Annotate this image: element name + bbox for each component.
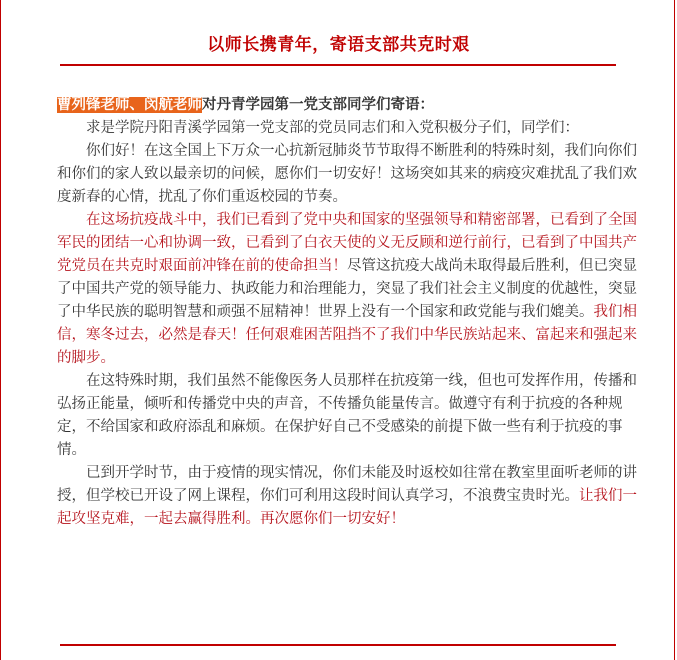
title-divider <box>60 64 616 66</box>
paragraph-special-period: 在这特殊时期，我们虽然不能像医务人员那样在抗疫第一线，但也可发挥作用，传播和弘扬正能量，倾听和传播党中央的声音，不传播负能量传言。做遵守有利于抗疫的各种规定，不给国家和政府添乱和麻烦。在保护好自己不受感染的前提下做一些有利于抗疫的事情。 <box>57 373 637 458</box>
salutation-text: 对丹青学园第一党支部同学们寄语： <box>202 97 434 113</box>
salutation <box>57 94 649 117</box>
paragraph-greeting: 你们好！在这全国上下万众一心抗新冠肺炎节节取得不断胜利的特殊时刻，我们向你们和你们的家人致以最亲切的问候，愿你们一切安好！这场突如其来的病疫灾难扰乱了我们欢度新春的心情，扰乱了你们重返校园的节奏。 <box>57 143 637 205</box>
article-title: 以师长携青年，寄语支部共克时艰 <box>207 35 470 55</box>
article-body <box>57 94 649 531</box>
teacher-names-highlight: 曹列锋老师、闵航老师 <box>57 97 202 113</box>
paragraph-school-start: 已到开学时节，由于疫情的现实情况，你们未能及时返校如往常在教室里面听老师的讲授，但学校已开设了网上课程，你们可利用这段时间认真学习，不浪费宝贵时光。让我们一起攻坚克难，一起去赢得胜利。再次愿你们一切安好！ <box>57 465 637 527</box>
paragraph-address: 求是学院丹阳青溪学园第一党支部的党员同志们和入党积极分子们，同学们： <box>86 120 579 136</box>
bottom-divider <box>60 644 616 646</box>
paragraph-fight: 在这场抗疫战斗中，我们已看到了党中央和国家的坚强领导和精密部署，已看到了全国军民的团结一心和协调一致，已看到了白衣天使的义无反顾和逆行前行，已看到了中国共产党党员在共克时艰面前冲锋在前的使命担当！尽管这抗疫大战尚未取得最后胜利，但已突显了中国共产党的领导能力、执政能力和治理能力，突显了我们社会主义制度的优越性，突显了中华民族的聪明智慧和顽强不屈精神！世界上没有一个国家和政党能与我们媲美。我们相信，寒冬过去，必然是春天！任何艰难困苦阻挡不了我们中华民族站起来、富起来和强起来的脚步。 <box>57 212 637 366</box>
